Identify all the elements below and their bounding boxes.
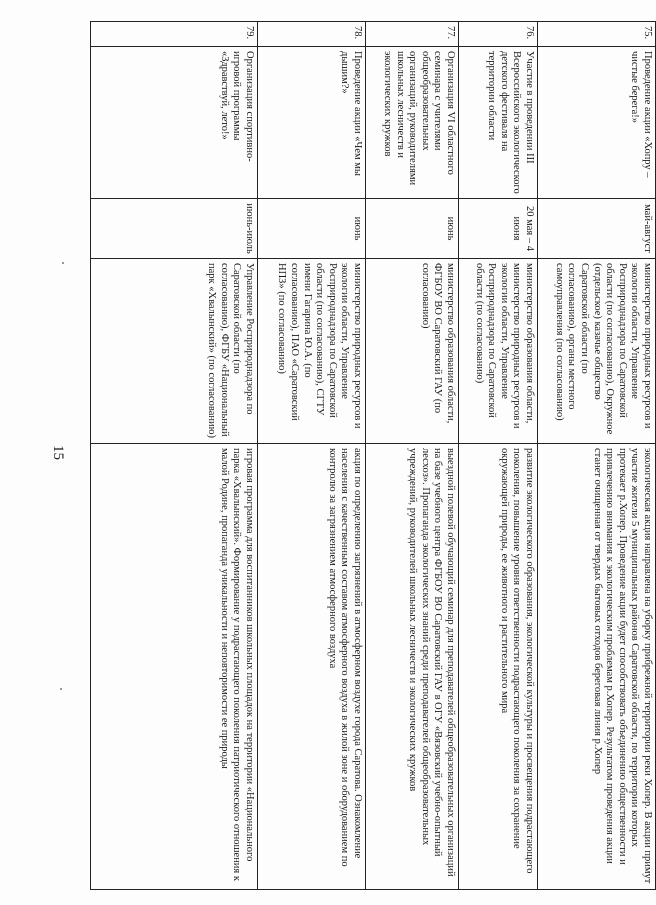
- event-date: июнь: [258, 199, 366, 259]
- event-title: Участие в проведении III Всероссийского экологического детского фестиваля на территории области: [459, 47, 538, 199]
- event-title: Проведение акции «Чем мы дышим?»: [258, 47, 366, 199]
- event-description: экологическая акция направлена на уборку прибрежной территории реки Хопер. В акции примут участие жители 5 муниципальных районов Саратовской области, по территории которых протекает р.Хопер. Проведение акции будет способствовать объединению общественности и привлечению внимания к экологическим проблемам р.Хопер. Результатом проведения акции станет очищенная от твердых бытовых отходов береговая линия р.Хопер: [538, 444, 656, 890]
- event-date: июнь-июль: [91, 199, 258, 259]
- rotated-table-content: [91, 21, 656, 889]
- row-number: 75.: [538, 22, 656, 47]
- row-number: 79.: [91, 22, 258, 47]
- event-participants: министерство образования области, министерство природных ресурсов и экологии области, Управление Росприроднадзора по Саратовской области (по согласованию): [459, 259, 538, 444]
- event-participants: министерство природных ресурсов и экологии области, Управление Росприроднадзора по Саратовской области (по согласованию), СГТУ имени Гагарина Ю.А. (по согласованию), ПАО «Саратовский НПЗ» (по согласованию): [258, 259, 366, 444]
- row-number: 77.: [366, 22, 459, 47]
- table-row: [459, 22, 538, 890]
- event-title: Организация спортивно-игровой программы «Здравствуй, лето!»: [91, 47, 258, 199]
- event-participants: Управление Росприроднадзора по Саратовской области (по согласованию), ФГБУ «Национальный парк «Хвалынский» (по согласованию): [91, 259, 258, 444]
- event-title: Организация VI областного семинара с учителями общеобразовательных организаций, руководителями школьных лесничеств и экологических кружков: [366, 47, 459, 199]
- table-row: [258, 22, 366, 890]
- table-row: [91, 22, 258, 890]
- event-date: май-август: [538, 199, 656, 259]
- event-participants: министерство природных ресурсов и экологии области, Управление Росприроднадзора по Саратовской области (по согласованию), Окружное (отдельское) казачье общество Саратовской области (по согласованию), органы местного самоуправления (по согласованию): [538, 259, 656, 444]
- event-description: игровая программа для воспитанников школьных площадок на территории «Национального парка «Хвалынский». Формирование у подрастающего поколения патриотического отношения к малой Родине, пропаганда уникальности и неповторимости ее природы: [91, 444, 258, 890]
- event-description: выездной полевой обучающий семинар для преподавателей общеобразовательных организаций на базе учебного центра ФГБОУ ВО Саратовский ГАУ в ОГУ «Вязовский учебно-опытный лесхоз». Пропаганда экологических знаний среди преподавателей общеобразовательных учреждений, руководителей школьных лесничеств и экологических кружков: [366, 444, 459, 890]
- row-number: 78.: [258, 22, 366, 47]
- event-participants: министерство образования области, ФГБОУ ВО Саратовский ГАУ (по согласованию): [366, 259, 459, 444]
- table-row: [538, 22, 656, 890]
- scan-speck: [60, 688, 62, 690]
- event-title: Проведение акции «Хопру – чистые берега!»: [538, 47, 656, 199]
- event-description: развитие экологического образования, экологической культуры и просвещения подрастающего поколения, повышение уровня ответственности подрастающего поколения за сохранение окружающей природы, ее животного и растительного мира: [459, 444, 538, 890]
- table-row: [366, 22, 459, 890]
- row-number: 76.: [459, 22, 538, 47]
- scan-speck: [62, 262, 64, 264]
- event-date: июнь: [366, 199, 459, 259]
- events-table: [90, 21, 656, 890]
- rotated-table-frame: [91, 21, 656, 889]
- page-number: 15: [50, 445, 66, 460]
- event-description: акция по определению загрязнений в атмосферном воздухе города Саратова. Ознакомление населения с качественным составом атмосферного воздуха в жилой зоне и оборудованием по контролю за загрязнением атмосферного воздуха: [258, 444, 366, 890]
- event-date: 20 мая – 4 июня: [459, 199, 538, 259]
